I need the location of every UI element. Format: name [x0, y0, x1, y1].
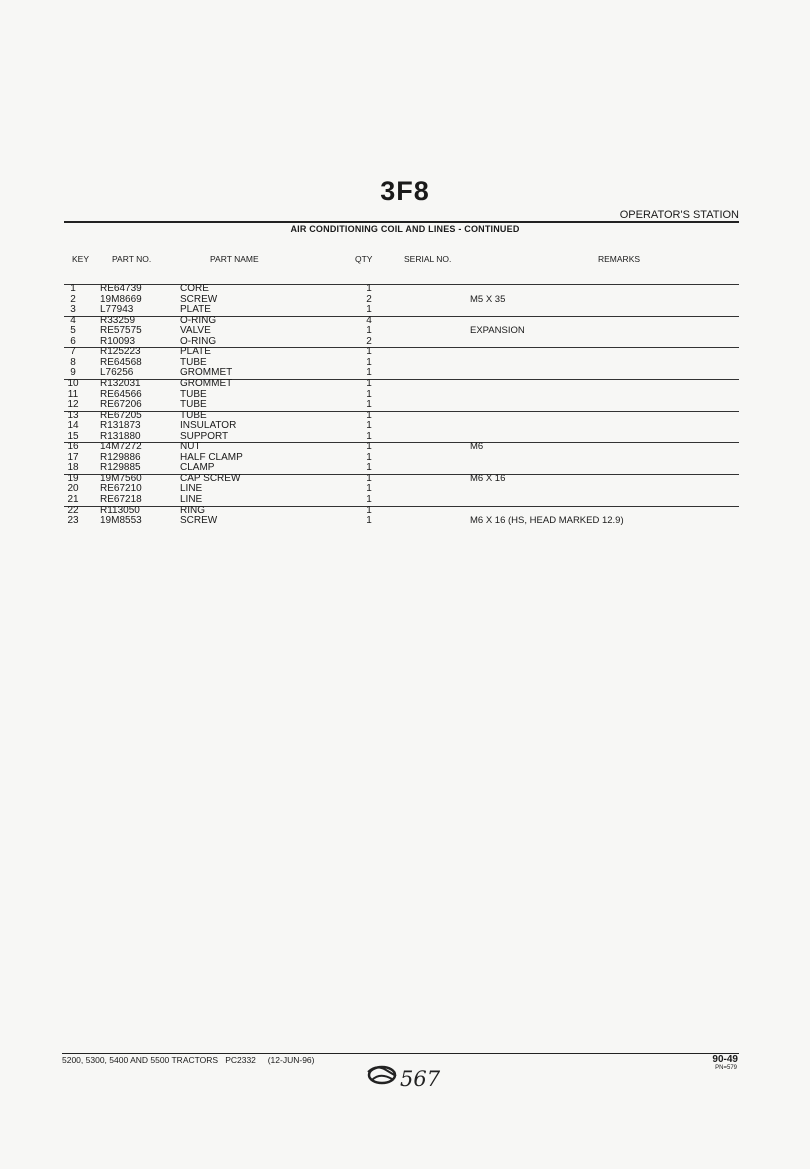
key-cell: 21	[67, 494, 79, 505]
handwritten-number: 567	[400, 1067, 441, 1091]
part-name-cell: VALVE	[180, 325, 211, 337]
part-no-cell: R129885	[100, 462, 141, 474]
qty-cell: 2	[366, 335, 372, 347]
part-no-cell: RE67210	[100, 483, 142, 495]
part-no-cell: RE67218	[100, 494, 142, 505]
key-cell: 9	[70, 367, 76, 379]
column-header-key: KEY	[72, 254, 90, 264]
table-row	[0, 399, 810, 410]
table-row	[0, 325, 810, 336]
key-cell: 14	[67, 420, 79, 432]
qty-cell: 1	[366, 451, 372, 463]
qty-cell: 1	[366, 399, 372, 411]
qty-cell: 1	[366, 420, 372, 432]
footer-rule	[62, 1053, 739, 1054]
table-row	[0, 346, 810, 357]
table-row	[0, 462, 810, 473]
table-row	[0, 389, 810, 400]
table-row	[0, 505, 810, 516]
column-header-serial-no: SERIAL NO.	[404, 254, 452, 264]
title-rule	[64, 221, 739, 223]
key-cell: 2	[70, 293, 76, 305]
qty-cell: 1	[366, 356, 372, 368]
qty-cell: 1	[366, 409, 372, 421]
key-cell: 6	[70, 335, 76, 347]
remarks-cell: EXPANSION	[470, 325, 525, 337]
table-row	[0, 304, 810, 315]
key-cell: 10	[67, 377, 79, 389]
part-no-cell: R33259	[100, 314, 136, 326]
part-no-cell: L77943	[100, 304, 134, 316]
pn-number: PN=579	[715, 1065, 737, 1071]
column-header-part-name: PART NAME	[210, 254, 259, 264]
footer-date: (12-JUN-96)	[267, 1055, 315, 1065]
qty-cell: 4	[366, 314, 372, 326]
part-no-cell: R129886	[100, 451, 141, 463]
table-row	[0, 441, 810, 452]
part-name-cell: O-RING	[180, 335, 217, 347]
qty-cell: 1	[366, 483, 372, 495]
key-cell: 13	[67, 409, 79, 421]
part-name-cell: SCREW	[180, 293, 218, 305]
part-no-cell: R131880	[100, 430, 141, 442]
part-no-cell: R125223	[100, 346, 141, 358]
table-row	[0, 378, 810, 389]
qty-cell: 1	[366, 388, 372, 400]
key-cell: 8	[70, 356, 76, 368]
table-row	[0, 473, 810, 484]
qty-cell: 1	[366, 504, 372, 516]
part-no-cell: 19M7560	[100, 472, 142, 484]
remarks-cell: M5 X 35	[470, 293, 506, 305]
table-row	[0, 431, 810, 442]
table-row	[0, 294, 810, 305]
key-cell: 22	[67, 504, 79, 516]
table-row	[0, 315, 810, 326]
column-header-part-no: PART NO.	[112, 254, 152, 264]
qty-cell: 1	[366, 472, 372, 484]
key-cell: 19	[67, 472, 79, 484]
part-no-cell: 19M8669	[100, 293, 142, 305]
part-no-cell: RE64739	[100, 283, 142, 294]
handwritten-mark	[362, 1060, 452, 1094]
qty-cell: 1	[366, 283, 372, 294]
footer-publication: PC2332	[225, 1055, 256, 1065]
key-cell: 3	[70, 304, 76, 316]
part-no-cell: RE67205	[100, 409, 142, 421]
remarks-cell: M6 X 16	[470, 472, 506, 484]
key-cell: 16	[67, 441, 79, 453]
part-name-cell: PLATE	[180, 346, 211, 358]
qty-cell: 1	[366, 494, 372, 505]
part-name-cell: NUT	[180, 441, 201, 453]
part-name-cell: RING	[180, 504, 205, 516]
part-name-cell: SCREW	[180, 515, 218, 527]
qty-cell: 1	[366, 430, 372, 442]
qty-cell: 1	[366, 346, 372, 358]
part-name-cell: TUBE	[180, 388, 207, 400]
part-name-cell: LINE	[180, 483, 203, 495]
page-code: 3F8	[380, 176, 430, 206]
key-cell: 17	[67, 451, 79, 463]
part-no-cell: 14M7272	[100, 441, 142, 453]
key-cell: 12	[67, 399, 79, 411]
key-cell: 7	[70, 346, 76, 358]
part-name-cell: INSULATOR	[180, 420, 237, 432]
part-no-cell: R113050	[100, 504, 140, 516]
part-no-cell: R132031	[100, 377, 141, 389]
qty-cell: 1	[366, 304, 372, 316]
part-name-cell: TUBE	[180, 356, 207, 368]
part-no-cell: L76256	[100, 367, 134, 379]
key-cell: 15	[67, 430, 79, 442]
section-title: OPERATOR'S STATION	[619, 209, 739, 221]
qty-cell: 1	[366, 325, 372, 337]
part-no-cell: 19M8553	[100, 515, 142, 527]
key-cell: 5	[70, 325, 76, 337]
part-no-cell: RE64568	[100, 356, 142, 368]
qty-cell: 2	[366, 293, 372, 305]
table-row	[0, 420, 810, 431]
qty-cell: 1	[366, 441, 372, 453]
key-cell: 23	[67, 515, 79, 527]
part-no-cell: R10093	[100, 335, 136, 347]
part-name-cell: HALF CLAMP	[180, 451, 243, 463]
part-name-cell: TUBE	[180, 399, 207, 411]
key-cell: 18	[67, 462, 79, 474]
table-row	[0, 410, 810, 421]
part-name-cell: TUBE	[180, 409, 207, 421]
table-row	[0, 357, 810, 368]
column-header-remarks: REMARKS	[598, 254, 641, 264]
qty-cell: 1	[366, 377, 372, 389]
table-row	[0, 283, 810, 294]
key-cell: 1	[70, 283, 76, 294]
part-name-cell: GROMMET	[180, 377, 233, 389]
footer-text	[62, 1055, 314, 1065]
qty-cell: 1	[366, 462, 372, 474]
part-name-cell: PLATE	[180, 304, 211, 316]
part-name-cell: LINE	[180, 494, 203, 505]
key-cell: 11	[67, 388, 79, 400]
page-number: 90-49	[712, 1054, 738, 1065]
table-row	[0, 515, 810, 526]
part-name-cell: SUPPORT	[180, 430, 229, 442]
table-row	[0, 483, 810, 494]
key-cell: 4	[70, 314, 76, 326]
qty-cell: 1	[366, 367, 372, 379]
table-row	[0, 367, 810, 378]
part-no-cell: RE67206	[100, 399, 142, 411]
column-header-qty: QTY	[355, 254, 373, 264]
key-cell: 20	[67, 483, 79, 495]
part-name-cell: CAP SCREW	[180, 472, 241, 484]
part-name-cell: CLAMP	[180, 462, 215, 474]
table-row	[0, 452, 810, 463]
page-subtitle: AIR CONDITIONING COIL AND LINES - CONTINUED	[290, 224, 520, 234]
part-name-cell: O-RING	[180, 314, 217, 326]
remarks-cell: M6	[470, 441, 484, 453]
footer-models: 5200, 5300, 5400 AND 5500 TRACTORS	[62, 1055, 219, 1065]
table-row	[0, 494, 810, 505]
part-name-cell: GROMMET	[180, 367, 233, 379]
remarks-cell: M6 X 16 (HS, HEAD MARKED 12.9)	[470, 515, 624, 527]
part-no-cell: RE57575	[100, 325, 142, 337]
table-row	[0, 336, 810, 347]
part-no-cell: RE64566	[100, 388, 142, 400]
part-no-cell: R131873	[100, 420, 141, 432]
part-name-cell: CORE	[180, 283, 209, 294]
qty-cell: 1	[366, 515, 372, 527]
